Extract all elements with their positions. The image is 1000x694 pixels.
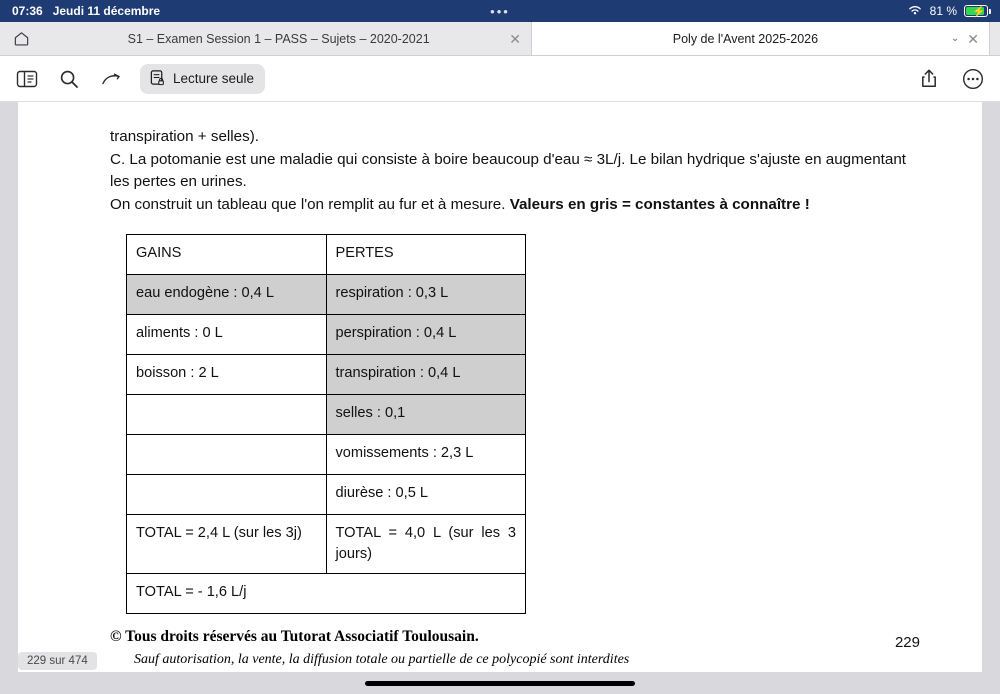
cell-gains: eau endogène : 0,4 L [127,275,327,315]
cell-pertes: selles : 0,1 [326,395,526,435]
status-bar-left [12,4,160,18]
copyright-line: © Tous droits réservés au Tutorat Associatif Toulousain. [110,628,479,646]
more-circle-icon[interactable] [960,66,986,92]
battery-percent-label: 81 % [929,4,957,18]
status-time: 07:36 [12,4,43,18]
tab-poly-de-lavent[interactable] [532,22,990,55]
cell-gains: boisson : 2 L [127,355,327,395]
search-icon[interactable] [56,66,82,92]
paragraph-3-text: On construit un tableau que l'on remplit au fur et à mesure. [110,196,510,214]
cell-pertes: respiration : 0,3 L [326,275,526,315]
table-row [127,355,526,395]
status-bar [0,0,1000,22]
cell-pertes: perspiration : 0,4 L [326,315,526,355]
table-row [127,515,526,574]
cell-gains: aliments : 0 L [127,315,327,355]
cell-total-global: TOTAL = - 1,6 L/j [127,574,526,614]
markup-pen-icon[interactable] [98,66,124,92]
status-bar-right [907,4,988,19]
table-row [127,475,526,515]
battery-icon: ⚡ [964,5,988,17]
readonly-mode-button[interactable] [140,64,265,94]
page-position-badge: 229 sur 474 [18,652,97,670]
cell-gains [127,475,327,515]
table-header-gains: GAINS [127,235,327,275]
table-row [127,275,526,315]
table-row [127,395,526,435]
table-row [127,435,526,475]
share-icon[interactable] [916,66,942,92]
tab-bar [0,22,1000,56]
cell-pertes-total: TOTAL = 4,0 L (sur les 3 jours) [326,515,526,574]
paragraph-3 [110,194,922,216]
tab-title: S1 – Examen Session 1 – PASS – Sujets – 2020-2021 [127,31,430,46]
cell-pertes: diurèse : 0,5 L [326,475,526,515]
cell-gains [127,395,327,435]
cell-pertes: transpiration : 0,4 L [326,355,526,395]
table-footer-row [127,574,526,614]
document-viewport[interactable] [0,102,1000,694]
clipped-text-line [110,116,922,126]
home-indicator[interactable] [365,681,635,686]
table-row [127,315,526,355]
chevron-down-icon[interactable]: ⌄ [950,33,960,44]
table-header-pertes: PERTES [326,235,526,275]
table-header-row [127,235,526,275]
paragraph-2: C. La potomanie est une maladie qui consiste à boire beaucoup d'eau ≈ 3L/j. Le bilan hydrique s'ajuste en augmentant les pertes en urines. [110,151,906,191]
page-number: 229 [894,634,920,652]
status-date: Jeudi 11 décembre [52,4,161,18]
sidebar-icon[interactable] [14,66,40,92]
tab-title: Poly de l'Avent 2025-2026 [672,31,819,46]
close-icon[interactable]: ✕ [967,30,979,47]
paragraph-1: transpiration + selles). [110,128,259,145]
bilan-hydrique-table [126,234,526,614]
document-lock-icon [149,69,166,89]
paragraph-3-bold: Valeurs en gris = constantes à connaître ! [509,196,810,214]
cell-gains-total: TOTAL = 2,4 L (sur les 3j) [127,515,327,574]
wifi-icon [907,4,923,19]
home-button[interactable] [0,22,42,55]
close-icon[interactable]: ✕ [509,30,521,47]
pdf-page [18,102,982,672]
toolbar [0,56,1000,102]
copyright-note: Sauf autorisation, la vente, la diffusion totale ou partielle de ce polycopié sont interdites [134,651,630,667]
tab-sujets-2020-2021[interactable] [42,22,532,55]
cell-gains [127,435,327,475]
dynamic-island-dots: ••• [490,3,510,19]
cell-pertes: vomissements : 2,3 L [326,435,526,475]
toolbar-right [916,66,986,92]
readonly-label: Lecture seule [173,71,255,86]
